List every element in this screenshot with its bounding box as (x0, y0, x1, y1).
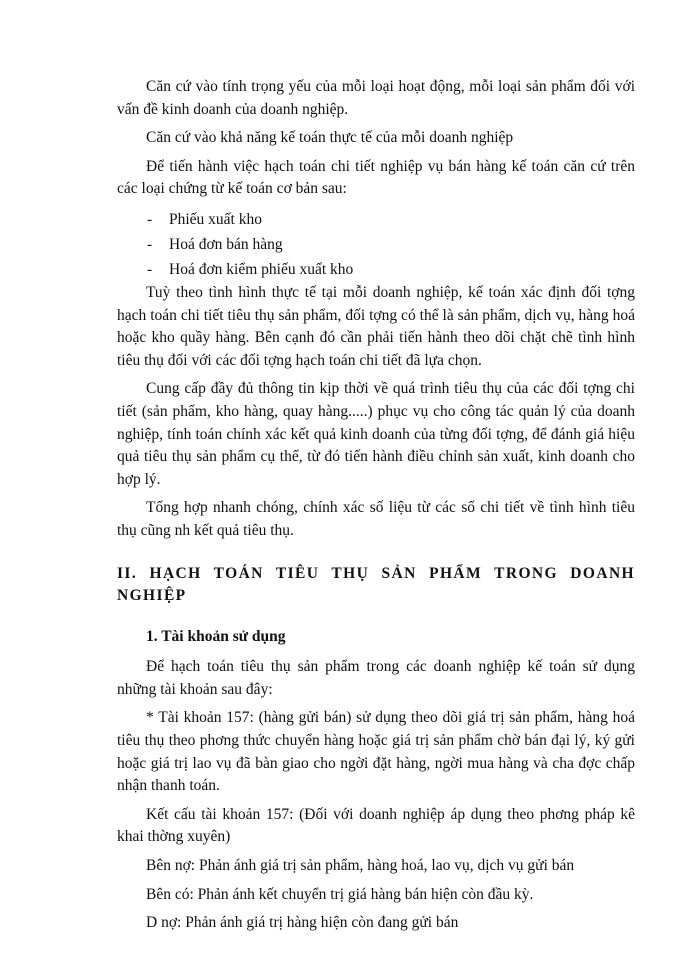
list-item-text: Phiếu xuất kho (169, 210, 262, 228)
paragraph-accounts-intro: Để hạch toán tiêu thụ sản phẩm trong các doanh nghiệp kế toán sử dụng những tài khoản sau đây: (117, 658, 635, 698)
paragraph-documents-intro: Để tiến hành việc hạch toán chi tiết nghiệp vụ bán hàng kế toán căn cứ trên các loại chứng từ kế toán cơ bản sau: (117, 157, 635, 198)
bullet-dash: - (147, 235, 153, 253)
paragraph-account-157: * Tài khoản 157: (hàng gửi bán) sử dụng theo dõi giá trị sản phẩm, hàng hoá tiêu thụ theo phơng thức chuyển hàng hoặc giá trị sản phẩm chờ bán đại lý, ký gửi hoặc giá trị lao vụ đã bàn giao cho ngời đặt hàng, ngời mua hàng và cha đợc chấp nhận thanh toán. (117, 709, 635, 795)
paragraph-information-supply: Cung cấp đầy đủ thông tin kịp thời về quá trình tiêu thụ của các đối tợng chi tiết (sản phẩm, kho hàng, quay hàng.....) phục vụ cho công tác quản lý của doanh nghiệp, tính toán chính xác kết quả kinh doanh của từng đối tợng, để đánh giá hiệu quả tiêu thụ sản phẩm cụ thể, từ đó tiến hành điều chỉnh sản xuất, kinh doanh cho hợp lý. (117, 380, 635, 488)
list-item (117, 232, 635, 257)
bullet-dash: - (147, 260, 153, 278)
paragraph-summary: Tổng hợp nhanh chóng, chính xác số liệu từ các sổ chi tiết về tình hình tiêu thụ cũng nh kết quả tiêu thụ. (117, 499, 635, 539)
paragraph-importance-basis: Căn cứ vào tính trọng yếu của mỗi loại hoạt động, mỗi loại sản phẩm đối với vấn đề kinh doanh của doanh nghiệp. (117, 78, 635, 118)
documents-list (117, 207, 635, 282)
entry-debit-balance: D nợ: Phản ánh giá trị hàng hiện còn đang gửi bán (146, 914, 459, 932)
subsection-heading: 1. Tài khoản sử dụng (146, 627, 286, 645)
list-item (117, 257, 635, 282)
bullet-dash: - (147, 210, 153, 228)
entry-credit-side: Bên có: Phản ánh kết chuyển trị giá hàng bán hiện còn đầu kỳ. (146, 885, 534, 903)
list-item-text: Hoá đơn kiểm phiếu xuất kho (169, 260, 354, 278)
paragraph-account-157-structure: Kết cấu tài khoản 157: (Đối với doanh nghiệp áp dụng theo phơng pháp kê khai thờng xuyên) (117, 805, 635, 846)
paragraph-detail-objects: Tuỳ theo tình hình thực tế tại mỗi doanh nghiệp, kế toán xác định đối tợng hạch toán chi tiết tiêu thụ sản phẩm, đối tợng có thể là sản phẩm, dịch vụ, hàng hoá hoặc kho quầy hàng. Bên cạnh đó cần phải tiến hành theo dõi chặt chẽ tình hình tiêu thụ đối với các đối tợng hạch toán chi tiết đã lựa chọn. (117, 283, 635, 369)
list-item (117, 207, 635, 232)
list-item-text: Hoá đơn bán hàng (169, 235, 283, 253)
section-heading: II. HẠCH TOÁN TIÊU THỤ SẢN PHẨM TRONG DOANH NGHIỆP (117, 564, 635, 605)
paragraph-capacity-basis: Căn cứ vào khả năng kế toán thực tế của mỗi doanh nghiệp (146, 129, 514, 147)
entry-debit-side: Bên nợ: Phản ánh giá trị sản phẩm, hàng hoá, lao vụ, dịch vụ gửi bán (146, 857, 575, 875)
document-body (117, 76, 635, 935)
